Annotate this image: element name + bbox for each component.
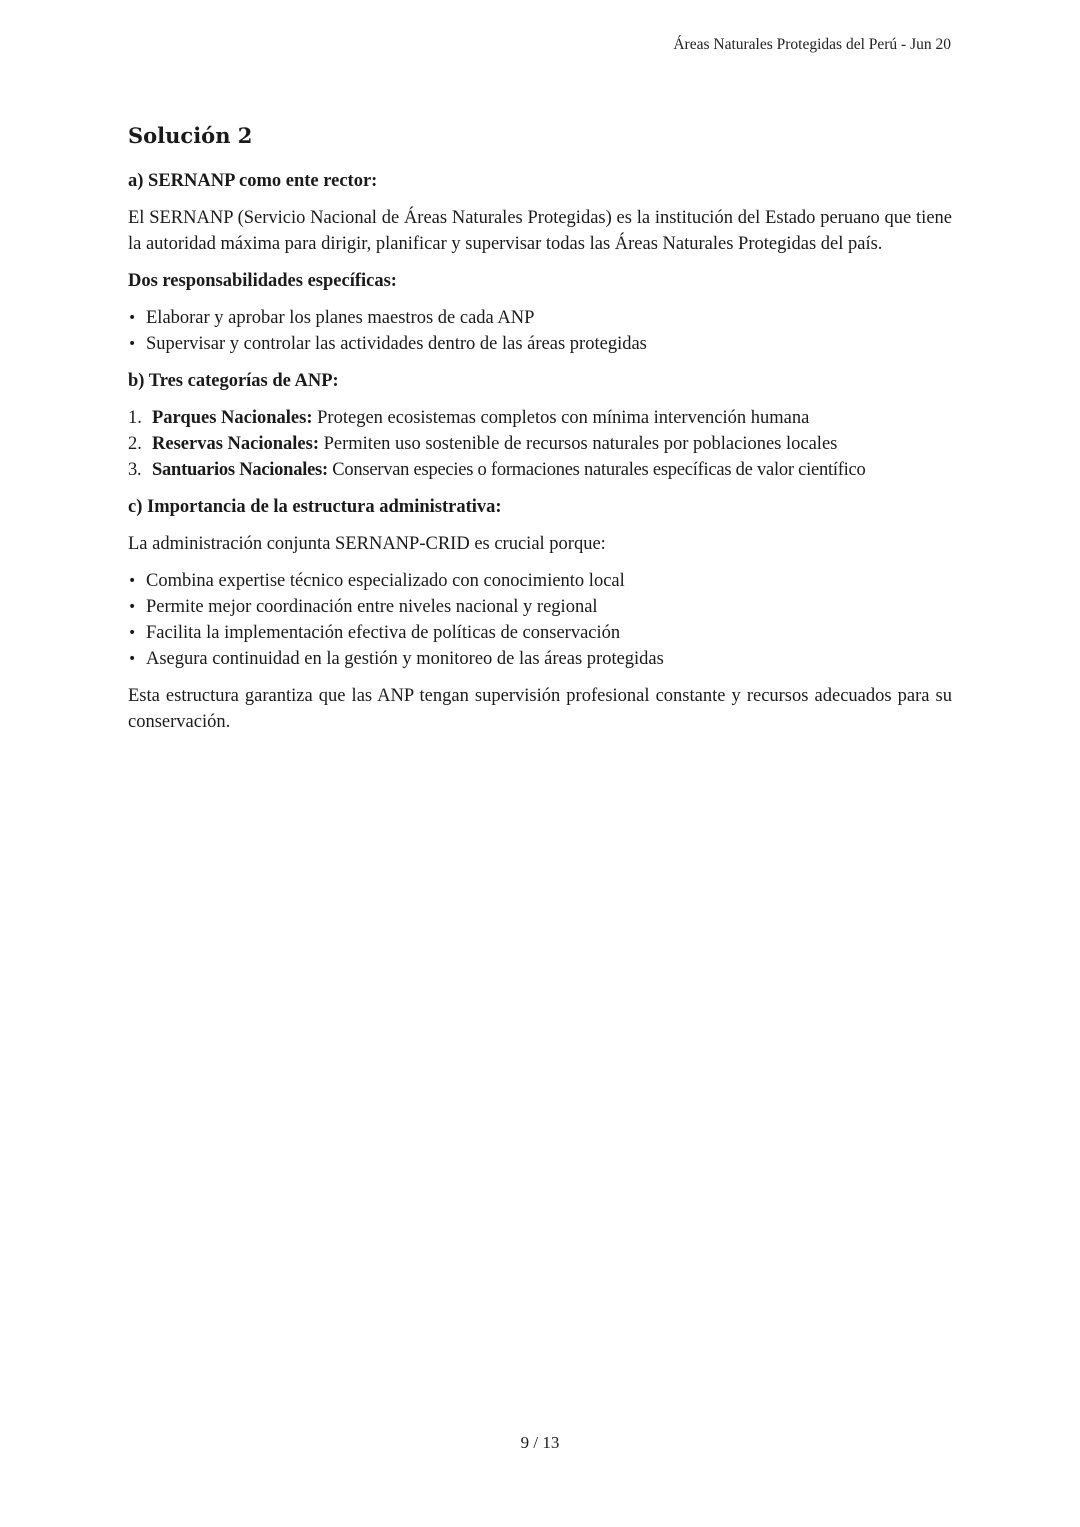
category-term: Santuarios Nacionales:	[152, 460, 328, 480]
list-item	[128, 405, 952, 431]
list-item: • Elaborar y aprobar los planes maestros de cada ANP	[128, 305, 952, 331]
item-number: 1.	[128, 408, 142, 428]
category-description: Protegen ecosistemas completos con mínima intervención humana	[312, 408, 810, 428]
document-body	[128, 120, 952, 746]
part-b-heading: b) Tres categorías de ANP:	[128, 371, 339, 391]
item-number: 2.	[128, 434, 142, 454]
list-item: • Asegura continuidad en la gestión y monitoreo de las áreas protegidas	[128, 646, 952, 672]
list-item: • Supervisar y controlar las actividades dentro de las áreas protegidas	[128, 331, 952, 357]
part-a-heading: a) SERNANP como ente rector:	[128, 171, 378, 191]
categories-list	[128, 405, 952, 483]
category-term: Reservas Nacionales:	[152, 434, 319, 454]
solution-title: Solución 2	[128, 123, 253, 148]
list-item	[128, 431, 952, 457]
category-description: Conservan especies o formaciones naturales específicas de valor científico	[327, 460, 866, 480]
list-item: • Combina expertise técnico especializado con conocimiento local	[128, 568, 952, 594]
part-c-intro: La administración conjunta SERNANP-CRID es crucial porque:	[128, 534, 606, 554]
list-item	[128, 457, 952, 483]
page-number: 9 / 13	[520, 1433, 560, 1452]
category-description: Permiten uso sostenible de recursos naturales por poblaciones locales	[318, 434, 838, 454]
running-header: Áreas Naturales Protegidas del Perú - Jun 20	[673, 36, 951, 53]
responsibilities-heading: Dos responsabilidades específicas:	[128, 271, 397, 291]
importance-list	[128, 568, 952, 672]
part-c-heading: c) Importancia de la estructura administrativa:	[128, 497, 502, 517]
list-item: • Permite mejor coordinación entre niveles nacional y regional	[128, 594, 952, 620]
category-term: Parques Nacionales:	[152, 408, 313, 428]
responsibilities-list	[128, 305, 952, 357]
item-number: 3.	[128, 460, 142, 480]
part-c-conclusion: Esta estructura garantiza que las ANP tengan supervisión profesional constante y recursos adecuados para su conservación.	[128, 686, 952, 732]
part-a-paragraph: El SERNANP (Servicio Nacional de Áreas Naturales Protegidas) es la institución del Estado peruano que tiene la autoridad máxima para dirigir, planificar y supervisar todas las Áreas Naturales Protegidas del país.	[128, 208, 952, 254]
list-item: • Facilita la implementación efectiva de políticas de conservación	[128, 620, 952, 646]
